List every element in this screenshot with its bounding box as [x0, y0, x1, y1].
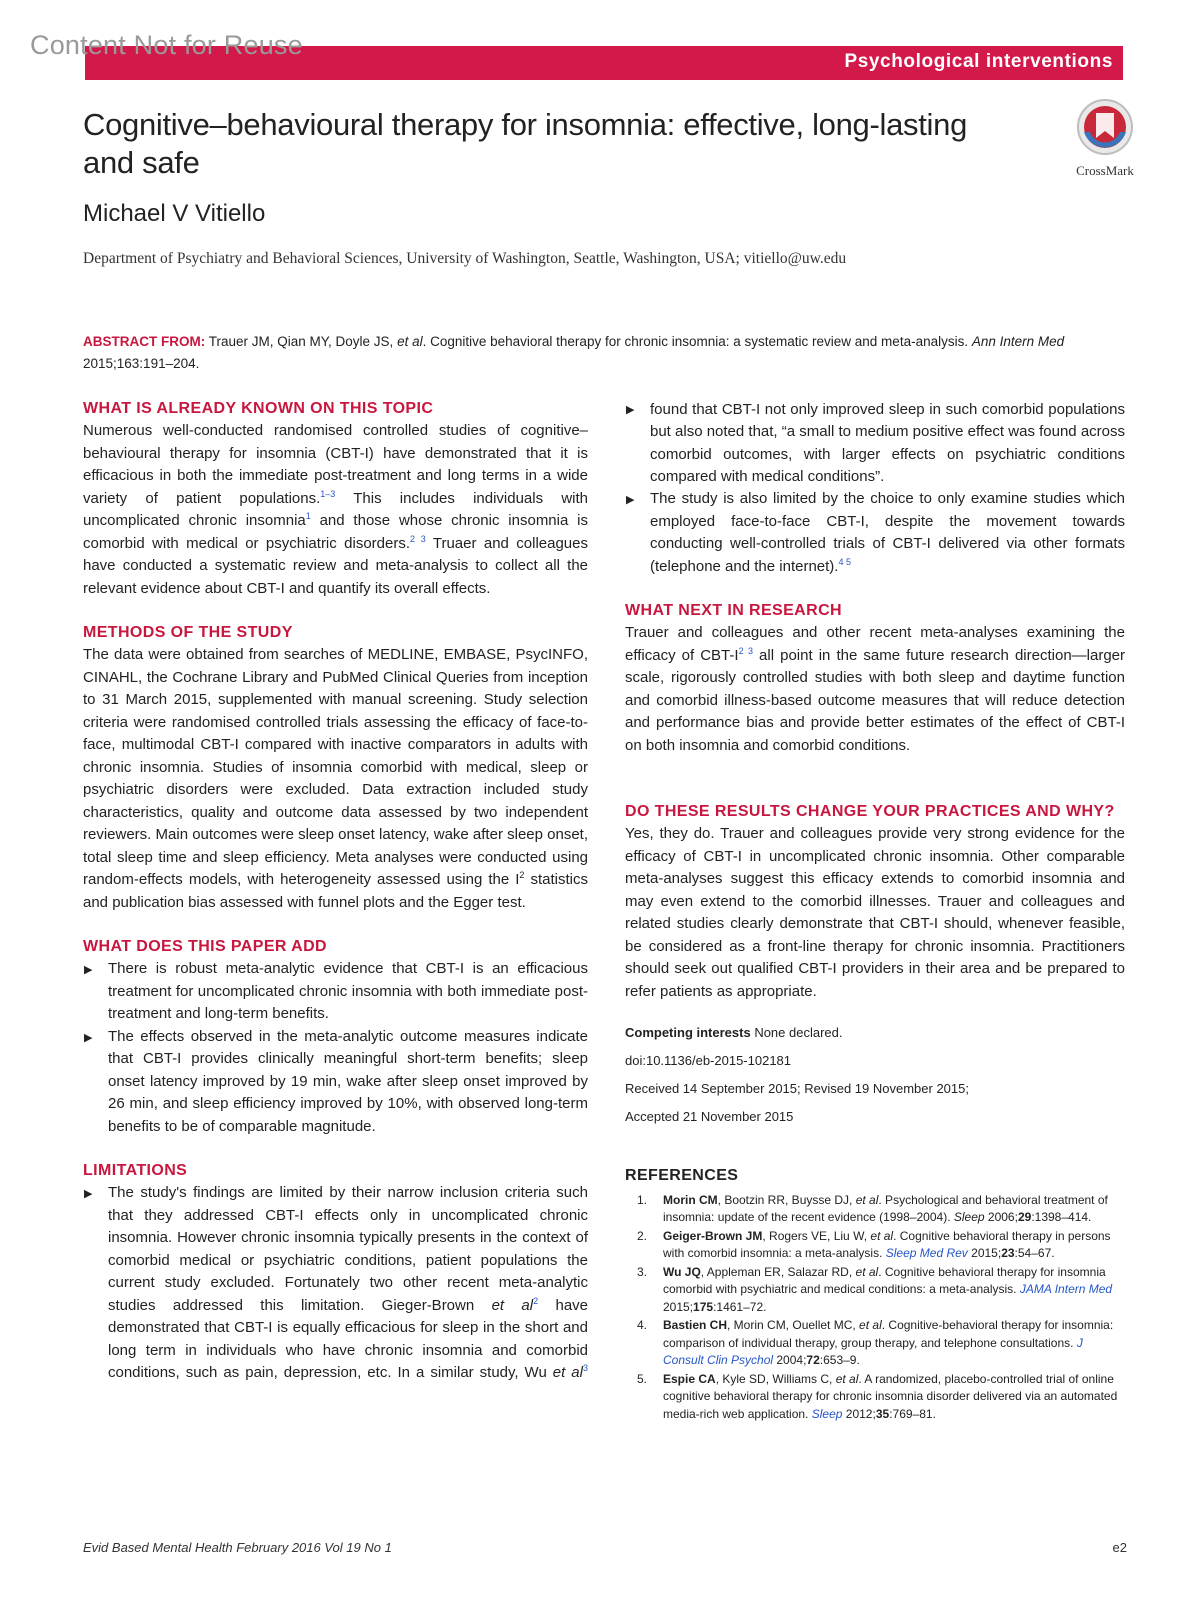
list-item: ▶ The study's findings are limited by their narrow inclusion criteria such that they addressed CBT-I effects only in uncomplicated chronic insomnia. However chronic insomnia typically presents in the context of comorbid medical or psychiatric conditions, patient populations the current study excluded. Fortunately two other recent meta-analytic studies addressed this limitation. Gieger-Brown et $al^2$ have demonstrated that CBT-I is equally efficacious for sleep in the short and long term in individuals who have chronic insomnia and comorbid conditions, such as pain, depression, etc. In a similar study, Wu et $al^3$ — [83, 1182, 588, 1385]
footer-journal: Evid Based Mental Health February 2016 Vol 19 No 1 — [83, 1540, 392, 1555]
abstract-text: Trauer JM, Qian MY, Doyle JS, — [208, 334, 398, 349]
competing-label: Competing interests — [625, 1025, 751, 1040]
paragraph-methods: The data were obtained from searches of MEDLINE, EMBASE, PsycINFO, CINAHL, the Cochrane Library and PubMed Clinical Queries from inception to 31 March 2015, supplemented with manual screening. Study selection criteria were randomised controlled trials assessing the efficacy of face-to-face, multimodal CBT-I compared with inactive comparators in adults with chronic insomnia. Studies of insomnia comorbid with medical, sleep or psychiatric disorders were excluded. Data extraction included study characteristics, quality and outcome data assessed by two independent reviewers. Main outcomes were sleep onset latency, wake after sleep onset, total sleep time and sleep efficiency. Meta analyses were conducted using random-effects models, with heterogeneity assessed using the $I^2$ statistics and publication bias assessed with funnel plots and the Egger test. — [83, 646, 588, 911]
paragraph-practice: Yes, they do. Trauer and colleagues provide very strong evidence for the efficacy of CBT-I in uncomplicated chronic insomnia. Other comparable meta-analyses suggest this efficacy extends to comorbid insomnia and may even extend to the comorbid illnesses. Trauer and colleagues and related studies clearly demonstrate that CBT-I should, whenever feasible, be considered as a front-line therapy for chronic insomnia. Practitioners should seek out qualified CBT-I providers in their area and be prepared to refer patients as appropriate. — [625, 825, 1125, 1000]
reference-journal-link[interactable]: Sleep — [953, 1210, 985, 1224]
reference-etal: et al — [835, 1371, 859, 1386]
author-name: Michael V Vitiello — [83, 200, 266, 227]
reference-title: . Cognitive behavioral therapy for insomnia comorbid with psychiatric and medical conditions: a meta-analysis. — [663, 1264, 1106, 1296]
citation[interactable]: 1 — [305, 511, 311, 521]
crossmark-label: CrossMark — [1076, 163, 1134, 178]
reference-author: Bastien CH — [663, 1318, 728, 1332]
reference-text: , Kyle SD, Williams C, — [715, 1371, 836, 1386]
reference-text: , Morin CM, Ouellet MC, — [727, 1318, 860, 1332]
abstract-journal: Ann Intern Med — [971, 334, 1065, 349]
citation[interactable]: 1–3 — [320, 488, 336, 499]
heading-known: WHAT IS ALREADY KNOWN ON THIS TOPIC — [83, 400, 434, 417]
article-title: Cognitive–behavioural therapy for insomnia: effective, long-lasting and safe — [83, 107, 968, 180]
abstract-text: 2015;163:191–204. — [83, 356, 200, 371]
references-list — [625, 1192, 1125, 1424]
reference-year: 2012; — [842, 1406, 876, 1421]
abstract-etal: et al — [397, 334, 423, 349]
superscript: 2 — [519, 870, 525, 880]
abstract-label: ABSTRACT FROM: — [83, 334, 206, 349]
reference-pages: :1398–414. — [1031, 1210, 1092, 1224]
received-date: Received 14 September 2015; Revised 19 November 2015; — [625, 1081, 969, 1096]
reference-number: 2. — [637, 1228, 648, 1243]
reference-title: . Psychological and behavioral treatment of insomnia: update of the recent evidence (1998–2004). — [663, 1192, 1108, 1224]
reference-etal: et al — [870, 1228, 894, 1243]
adds-list — [83, 958, 588, 1138]
reference-text: , Bootzin RR, Buysse DJ, — [717, 1192, 856, 1207]
reference-pages: :1461–72. — [713, 1299, 767, 1314]
reference-volume: 23 — [1001, 1246, 1015, 1260]
reference-etal: et al — [855, 1264, 879, 1279]
reference-pages: :653–9. — [819, 1353, 860, 1367]
reference-journal-link[interactable]: JAMA Intern Med — [1019, 1282, 1113, 1296]
limitations-list — [83, 1182, 588, 1385]
limitations-list-continued — [625, 398, 1125, 488]
reference-title: . Cognitive behavioral therapy in persons with comorbid insomnia: a meta-analysis. — [663, 1228, 1111, 1260]
paragraph-next: Trauer and colleagues and other recent meta-analyses examining the efficacy of CBT-$I^{2 3}$ all point in the same future research direction—larger scale, rigorously controlled studies with both sleep and daytime function and comorbid illness-based outcome measures that will reduce detection and performance bias and provide better estimates of the effect of CBT-I on both insomnia and comorbid conditions. — [625, 624, 1126, 754]
reference-journal-link[interactable]: J Consult Clin Psychol — [663, 1335, 1083, 1367]
list-item-continued: ▶ found that CBT-I not only improved sleep in such comorbid populations but also noted that, “a small to medium positive effect was found across comorbid outcomes, with larger effects on psychiatric conditions compared with medical conditions”. — [625, 398, 1125, 488]
reference-item — [625, 1264, 1125, 1317]
abstract-text: . Cognitive behavioral therapy for chronic insomnia: a systematic review and meta-analysis. — [422, 334, 972, 349]
reference-number: 3. — [637, 1264, 648, 1279]
reference-number: 1. — [637, 1192, 648, 1207]
references-heading: REFERENCES — [625, 1167, 739, 1184]
reference-volume: 175 — [693, 1299, 714, 1314]
reference-author: Wu JQ — [663, 1264, 701, 1279]
left-column — [83, 398, 588, 1385]
reference-volume: 29 — [1017, 1210, 1032, 1224]
reference-year: 2015; — [967, 1246, 1002, 1260]
reference-item — [625, 1371, 1125, 1424]
heading-methods: METHODS OF THE STUDY — [83, 624, 293, 641]
watermark: Content Not for Reuse — [30, 30, 303, 60]
author-affiliation: Department of Psychiatry and Behavioral Sciences, University of Washington, Seattle, Washington, USA; vitiello@uw.edu — [83, 250, 847, 267]
heading-next: WHAT NEXT IN RESEARCH — [625, 602, 842, 619]
abstract-from — [83, 331, 1123, 375]
reference-text: , Rogers VE, Liu W, — [762, 1228, 871, 1243]
crossmark-icon — [1076, 98, 1134, 156]
reference-volume: 35 — [875, 1406, 890, 1421]
reference-item — [625, 1228, 1125, 1263]
reference-item — [625, 1192, 1125, 1227]
citation[interactable]: 4 5 — [838, 556, 851, 567]
reference-text: , Appleman ER, Salazar RD, — [700, 1264, 856, 1279]
crossmark-badge[interactable] — [1070, 98, 1140, 179]
citation[interactable]: 3 — [582, 1363, 588, 1373]
reference-year: 2004; — [773, 1353, 807, 1367]
heading-adds: WHAT DOES THIS PAPER ADD — [83, 938, 327, 955]
citation[interactable]: 2 — [533, 1295, 539, 1306]
reference-author: Morin CM — [663, 1192, 718, 1207]
accepted-date: Accepted 21 November 2015 — [625, 1109, 794, 1124]
reference-title: . Cognitive-behavioral therapy for insomnia: comparison of individual therapy, group therapy, and telephone consultations. — [663, 1318, 1114, 1350]
list-item: ▶ The study is also limited by the choice to only examine studies which employed face-to-face CBT-I, despite the movement towards conducting well-controlled trials of CBT-I delivered via other formats (telephone and the internet).$^{4 5}$ — [625, 488, 1125, 578]
reference-pages: :769–81. — [889, 1406, 936, 1421]
doi[interactable]: doi:10.1136/eb-2015-102181 — [625, 1053, 792, 1068]
reference-author: Geiger-Brown JM — [663, 1228, 763, 1243]
heading-practice: DO THESE RESULTS CHANGE YOUR PRACTICES AND WHY? — [625, 803, 1115, 820]
list-item: ▶ There is robust meta-analytic evidence that CBT-I is an efficacious treatment for uncomplicated chronic insomnia with both immediate post-treatment and long-term benefits. — [83, 958, 588, 1026]
reference-etal: et al — [859, 1318, 882, 1332]
citation[interactable]: 2 3 — [410, 533, 426, 544]
reference-author: Espie CA — [663, 1371, 716, 1386]
reference-etal: et al — [855, 1192, 879, 1207]
citation[interactable]: 2 3 — [738, 645, 753, 656]
reference-title: . A randomized, placebo-controlled trial of online cognitive behavioral therapy for chronic insomnia disorder delivered via an automated media-rich web application. — [663, 1371, 1118, 1421]
reference-journal-link[interactable]: Sleep — [811, 1406, 843, 1421]
reference-pages: :54–67. — [1014, 1246, 1055, 1260]
heading-limitations: LIMITATIONS — [83, 1162, 188, 1179]
reference-year: 2015; — [663, 1299, 694, 1314]
competing-value: None declared. — [754, 1025, 843, 1040]
reference-number: 5. — [637, 1371, 648, 1386]
article-meta — [625, 1019, 1125, 1131]
reference-journal-link[interactable]: Sleep Med Rev — [885, 1246, 968, 1260]
page-number: e2 — [1112, 1540, 1127, 1555]
limitations-list-2 — [625, 488, 1125, 578]
reference-year: 2006; — [984, 1210, 1018, 1224]
list-item: ▶ The effects observed in the meta-analytic outcome measures indicate that CBT-I provides clinically meaningful short-term benefits; sleep onset latency improved by 19 min, wake after sleep onset improved by 26 min, and sleep efficiency improved by 10%, with observed long-term benefits to be of comparable magnitude. — [83, 1026, 588, 1139]
right-column — [625, 398, 1125, 1424]
reference-number: 4. — [637, 1318, 648, 1332]
banner-label: Psychological interventions — [844, 51, 1113, 72]
reference-volume: 72 — [806, 1353, 820, 1367]
paragraph-known: Numerous well-conducted randomised controlled studies of cognitive–behavioural therapy for insomnia (CBT-I) have demonstrated that it is efficacious in both the immediate post-treatment and long terms in a wide variety of patient populations.$^{1-3}$ This includes individuals with uncomplicated chronic insomnia$^1$ and those whose chronic insomnia is comorbid with medical or psychiatric disorders.$^{2 3}$ Truaer and colleagues have conducted a systematic review and meta-analysis to collect all the relevant evidence about CBT-I and quantify its overall effects. — [83, 422, 588, 597]
reference-item — [625, 1317, 1125, 1370]
